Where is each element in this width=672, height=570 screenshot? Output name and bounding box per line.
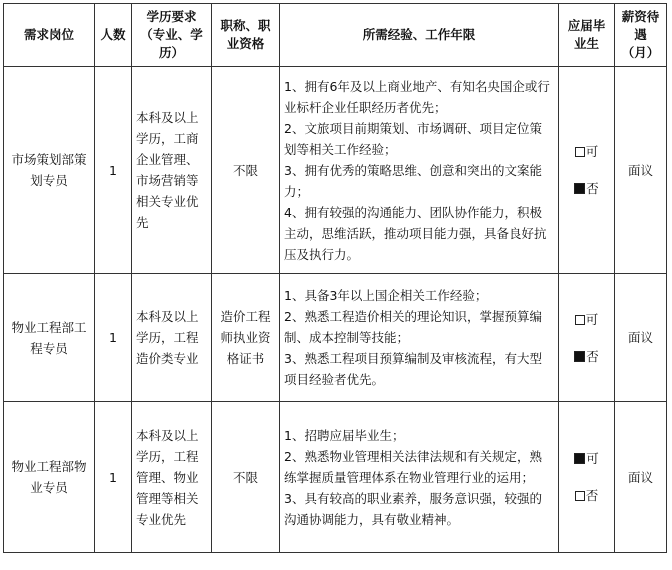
experience-item: 2、文旅项目前期策划、市场调研、项目定位策划等相关工作经验； xyxy=(284,120,542,157)
option-label: 否 xyxy=(586,181,599,196)
header-salary: 薪资待遇（月） xyxy=(615,4,667,67)
header-qualification: 职称、职业资格 xyxy=(212,4,280,67)
count-cell: 1 xyxy=(95,67,132,274)
checkbox-icon[interactable] xyxy=(574,351,585,362)
header-experience: 所需经验、工作年限 xyxy=(280,4,559,67)
experience-item: 1、招聘应届毕业生； xyxy=(284,427,405,443)
header-row xyxy=(4,4,667,67)
experience-item: 1、拥有6年及以上商业地产、有知名央国企或行业标杆企业任职经历者优先； xyxy=(284,78,550,115)
option-yes[interactable] xyxy=(563,448,610,469)
option-yes[interactable] xyxy=(563,141,610,162)
experience-cell xyxy=(280,274,559,402)
checkbox-icon[interactable] xyxy=(575,315,585,325)
option-yes[interactable] xyxy=(563,309,610,330)
fresh-grad-cell xyxy=(559,402,615,553)
experience-item: 3、拥有优秀的策略思维、创意和突出的文案能力； xyxy=(284,162,542,199)
position-cell: 物业工程部工程专员 xyxy=(4,274,95,402)
education-cell: 本科及以上学历，工程管理、物业管理等相关专业优先 xyxy=(132,402,212,553)
table-row xyxy=(4,67,667,274)
option-label: 否 xyxy=(586,348,599,364)
position-cell: 市场策划部策划专员 xyxy=(4,67,95,274)
count-cell: 1 xyxy=(95,274,132,402)
header-position: 需求岗位 xyxy=(4,4,95,67)
recruitment-table xyxy=(3,3,667,553)
salary-cell: 面议 xyxy=(615,402,667,553)
checkbox-icon[interactable] xyxy=(574,183,585,194)
experience-item: 1、具备3年以上国企相关工作经验； xyxy=(284,288,488,303)
qualification-cell: 不限 xyxy=(212,67,280,274)
option-label: 否 xyxy=(585,488,599,503)
count-cell: 1 xyxy=(95,402,132,553)
experience-item: 2、熟悉物业管理相关法律法规和有关规定，熟练掌握质量管理体系在物业管理行业的运用； xyxy=(284,448,542,485)
header-education: 学历要求（专业、学历） xyxy=(132,4,212,67)
qualification-cell: 造价工程师执业资格证书 xyxy=(212,274,280,402)
option-label: 可 xyxy=(585,311,599,327)
checkbox-icon[interactable] xyxy=(575,491,585,501)
checkbox-icon[interactable] xyxy=(575,147,585,157)
table-row xyxy=(4,274,667,402)
fresh-grad-cell xyxy=(559,274,615,402)
experience-item: 2、熟悉工程造价相关的理论知识，掌握预算编制、成本控制等技能； xyxy=(284,309,542,345)
option-label: 可 xyxy=(585,144,599,159)
header-count: 人数 xyxy=(95,4,132,67)
option-no[interactable] xyxy=(563,178,610,199)
option-no[interactable] xyxy=(563,346,610,367)
header-fresh-grad: 应届毕业生 xyxy=(559,4,615,67)
experience-cell xyxy=(280,402,559,553)
table-row xyxy=(4,402,667,553)
checkbox-icon[interactable] xyxy=(574,453,585,464)
salary-cell: 面议 xyxy=(615,67,667,274)
experience-item: 3、具有较高的职业素养，服务意识强，较强的沟通协调能力，具有敬业精神。 xyxy=(284,490,542,527)
option-no[interactable] xyxy=(563,485,610,506)
position-cell: 物业工程部物业专员 xyxy=(4,402,95,553)
education-cell: 本科及以上学历，工程造价类专业 xyxy=(132,274,212,402)
experience-item: 4、拥有较强的沟通能力、团队协作能力，积极主动，思维活跃，推动项目能力强，具备良好抗压及执行力。 xyxy=(284,204,547,262)
qualification-cell: 不限 xyxy=(212,402,280,553)
option-label: 可 xyxy=(586,451,599,466)
experience-item: 3、熟悉工程项目预算编制及审核流程，有大型项目经验者优先。 xyxy=(284,351,542,387)
education-cell: 本科及以上学历，工商企业管理、市场营销等相关专业优先 xyxy=(132,67,212,274)
fresh-grad-cell xyxy=(559,67,615,274)
salary-cell: 面议 xyxy=(615,274,667,402)
experience-cell xyxy=(280,67,559,274)
